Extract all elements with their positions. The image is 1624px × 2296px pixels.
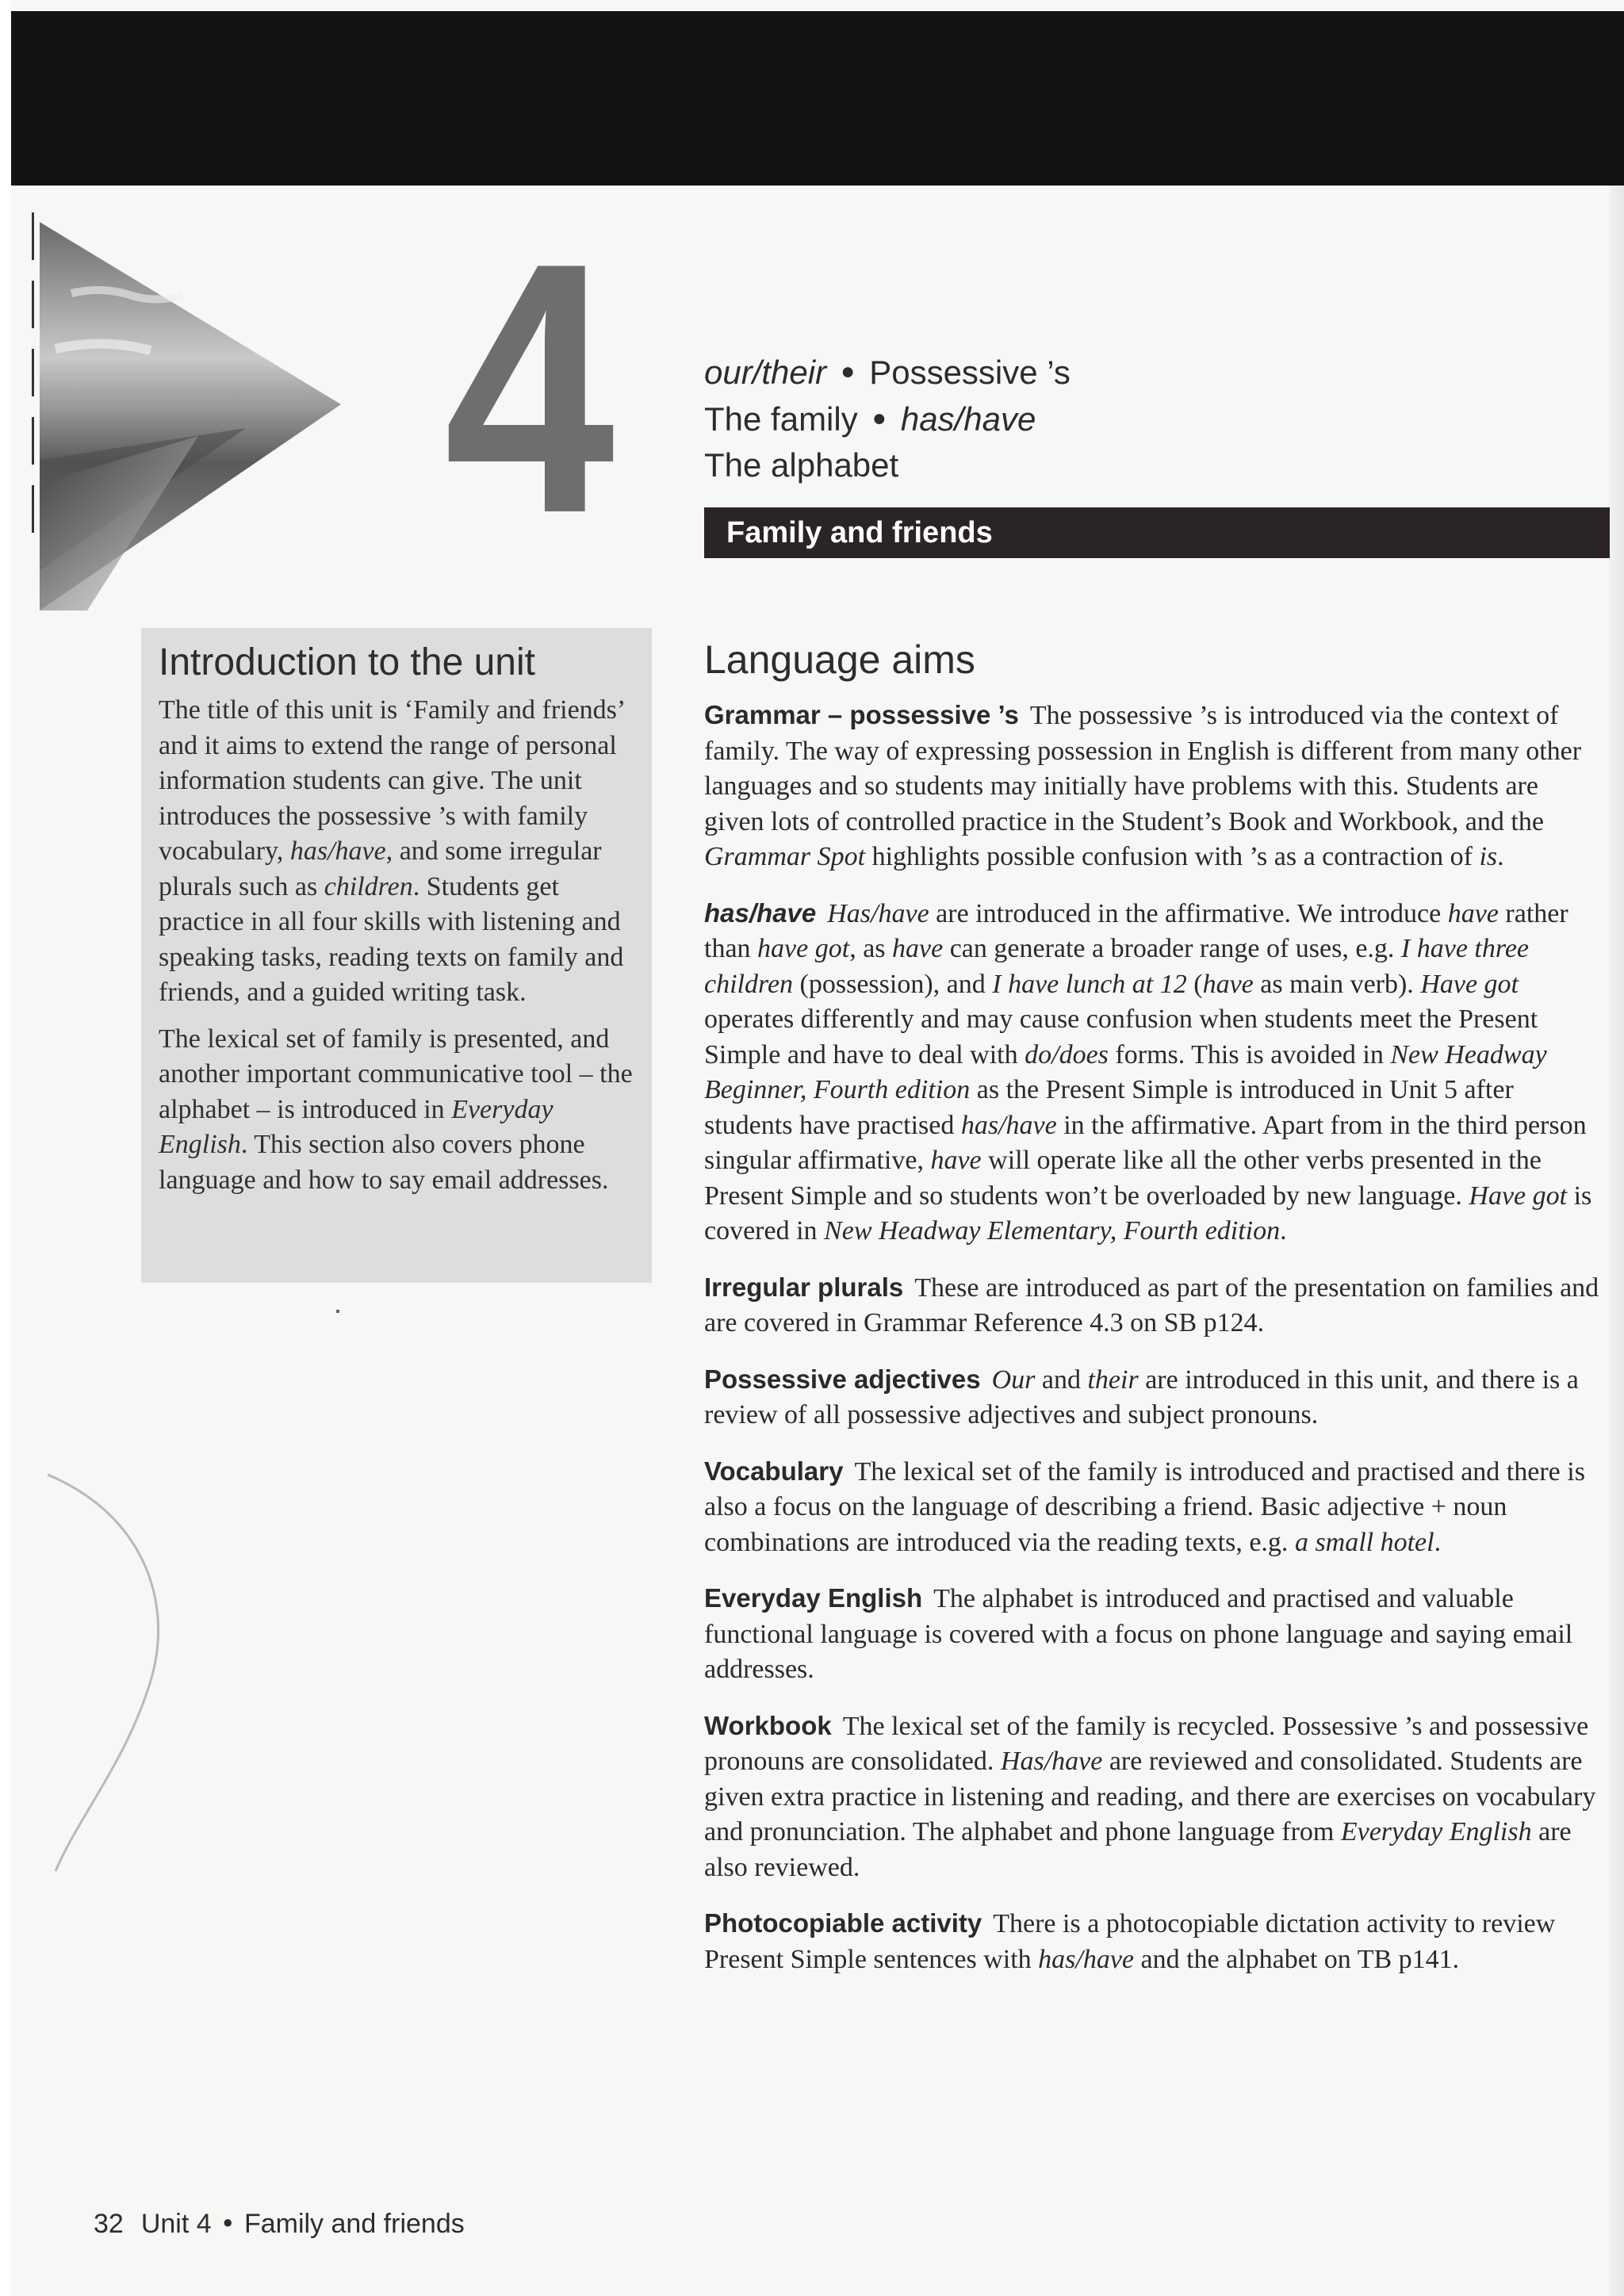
aim-text: The lexical set of the family is recycled. Possessive ’s and possessive pronouns are consolidated. <box>704 1711 1589 1776</box>
aim-text-italic: have <box>1447 898 1499 928</box>
aim-everyday-lead: Everyday English <box>704 1583 923 1613</box>
intro-text: . Students get practice in all four skills with listening and speaking tasks, reading texts on family and friends, and a guided writing task. <box>159 871 624 1007</box>
topic-our-their: our/their <box>704 354 827 391</box>
aim-text: These are introduced as part of the presentation on families and are covered in Grammar Reference 4.3 on SB p124. <box>704 1272 1599 1337</box>
aim-photocopiable-lead: Photocopiable activity <box>704 1908 982 1938</box>
aim-possessive-adjectives <box>704 1362 1600 1433</box>
intro-heading: Introduction to the unit <box>159 641 535 683</box>
aim-vocabulary-lead: Vocabulary <box>704 1456 844 1486</box>
page-edge-left <box>0 0 11 2296</box>
unit-title-band <box>704 507 1610 558</box>
paper-crease-line <box>48 1443 206 1887</box>
intro-text-italic: Everyday English <box>159 1094 553 1159</box>
aim-text: The alphabet is introduced and practised and valuable functional language is covered with a focus on phone language and saying email addresses. <box>704 1584 1573 1684</box>
intro-text-italic: has/have <box>289 836 386 866</box>
intro-paragraph-2 <box>159 1022 636 1199</box>
intro-text: The title of this unit is ‘Family and friends’ and it aims to extend the range of personal information students can give. The unit introduces the possessive ’s with family vocabulary, <box>159 695 624 866</box>
aim-text-italic: have <box>892 934 944 963</box>
aim-text: is covered in <box>704 1181 1592 1246</box>
topic-alphabet: The alphabet <box>704 446 899 484</box>
aim-workbook-lead: Workbook <box>704 1710 832 1740</box>
aim-text: The lexical set of the family is introduced and practised and there is also a focus on the language of describing a friend. Basic adjective + noun combinations are introduced via the reading texts, e.g. <box>704 1456 1585 1557</box>
intro-text: The lexical set of family is presented, and another important communicative tool – the alphabet – is introduced in <box>159 1024 633 1124</box>
aims-heading: Language aims <box>704 637 975 682</box>
aim-irregular-plurals <box>704 1270 1600 1341</box>
aim-text-italic: Have got <box>1469 1181 1568 1211</box>
aim-grammar-lead: Grammar – possessive ’s <box>704 700 1019 729</box>
gutter-marks <box>32 212 36 609</box>
unit-photo-arrow <box>40 198 381 626</box>
page-footer <box>94 2204 465 2242</box>
unit-title: Family and friends <box>726 516 993 549</box>
aim-text-italic: Has/have <box>1000 1747 1103 1776</box>
aim-text: and <box>1035 1364 1088 1395</box>
aim-text: are also reviewed. <box>704 1817 1572 1882</box>
intro-text: , and some irregular plurals such as <box>159 836 602 901</box>
aim-text-italic: has/have <box>960 1110 1057 1140</box>
aim-grammar <box>704 698 1600 875</box>
aim-text: . <box>1497 842 1504 871</box>
aim-text: as main verb). <box>1253 969 1421 999</box>
aim-text-italic: Grammar Spot <box>704 842 866 871</box>
aim-text: . <box>1280 1216 1287 1246</box>
topics-line-2 <box>704 396 1497 442</box>
aim-text-italic: have <box>930 1146 982 1175</box>
aim-text: ( <box>1186 969 1203 999</box>
aim-text: , as <box>849 934 893 963</box>
aim-text: (possession), and <box>793 969 993 999</box>
aim-text-italic: is <box>1479 842 1498 871</box>
aim-text-italic: a small hotel <box>1294 1527 1434 1557</box>
intro-panel <box>141 628 652 1283</box>
aim-text: will operate like all the other verbs presented in the Present Simple and so students won’t be overloaded by new language. <box>704 1146 1542 1211</box>
aim-text: and the alphabet on TB p141. <box>1134 1944 1460 1974</box>
aim-text-italic: New Headway Elementary, Fourth edition <box>824 1216 1281 1246</box>
aim-text-italic: do/does <box>1025 1039 1109 1070</box>
aim-text: . <box>1434 1527 1442 1557</box>
aim-has-have <box>704 896 1600 1249</box>
aim-text: are introduced in the affirmative. We introduce <box>929 898 1448 928</box>
aim-text: are reviewed and consolidated. Students are given extra practice in listening and reading, and there are exercises on vocabulary and pronunciation. The alphabet and phone language from <box>704 1747 1596 1846</box>
aim-text-italic: Have got <box>1420 969 1519 999</box>
aim-plurals-lead: Irregular plurals <box>704 1272 904 1302</box>
aim-has-have-lead: has/have <box>704 897 817 928</box>
intro-paragraph-1 <box>159 693 636 1011</box>
bullet-icon: ● <box>871 405 887 431</box>
bullet-icon: ● <box>841 358 856 385</box>
aim-text-italic: have got <box>757 934 850 963</box>
aim-text: operates differently and may cause confusion when students meet the Present Simple and have to deal with <box>704 1004 1538 1070</box>
aim-text-italic: I have three children <box>704 934 1530 999</box>
aim-text: in the affirmative. Apart from in the third person singular affirmative, <box>704 1110 1587 1175</box>
landscape-arrow-image <box>40 198 381 626</box>
aim-text: rather than <box>704 898 1568 963</box>
print-mark <box>336 1310 339 1313</box>
aim-vocabulary <box>704 1454 1600 1561</box>
intro-text: . This section also covers phone language and how to say email addresses. <box>159 1130 609 1195</box>
aim-text-italic: have <box>1202 969 1254 999</box>
unit-topics <box>704 349 1497 488</box>
topic-has-have: has/have <box>900 400 1036 438</box>
bullet-icon: ● <box>222 2212 233 2232</box>
aim-text-italic: Has/have <box>827 898 929 928</box>
aim-text-italic: Our <box>991 1364 1036 1395</box>
unit-number: 4 <box>444 189 608 587</box>
aim-text-italic: their <box>1087 1364 1139 1395</box>
aim-text: as the Present Simple is introduced in Unit 5 after students have practised <box>704 1075 1514 1140</box>
aim-text: There is a photocopiable dictation activity to review Present Simple sentences with <box>704 1909 1556 1974</box>
aim-text-italic: Everyday English <box>1340 1817 1532 1846</box>
intro-text-italic: children <box>324 871 413 901</box>
aim-text-italic: New Headway Beginner, Fourth edition <box>704 1039 1547 1104</box>
footer-unit: Unit 4 <box>140 2209 212 2239</box>
language-aims-section <box>704 631 1600 1998</box>
aim-text: highlights possible confusion with ’s as a contraction of <box>865 842 1480 871</box>
topic-family: The family <box>704 400 858 438</box>
topics-line-1 <box>704 349 1497 396</box>
aim-workbook <box>704 1709 1600 1886</box>
aim-text-italic: I have lunch at 12 <box>992 969 1187 999</box>
aim-text: can generate a broader range of uses, e.g. <box>943 934 1401 963</box>
aim-text: forms. This is avoided in <box>1108 1039 1391 1070</box>
aim-text: The possessive ’s is introduced via the context of family. The way of expressing possession in English is different from many other languages and so students may initially have problems with this. Students are given lots of controlled practice in the Student’s Book and Workbook, and the <box>704 701 1582 836</box>
aim-photocopiable <box>704 1906 1600 1977</box>
footer-title: Family and friends <box>243 2209 465 2239</box>
page-number: 32 <box>94 2209 124 2239</box>
top-dark-band <box>11 11 1624 186</box>
page-edge-right <box>1610 186 1624 2296</box>
topic-possessive: Possessive ’s <box>869 354 1071 391</box>
aim-text: are introduced in this unit, and there is a review of all possessive adjectives and subject pronouns. <box>704 1364 1579 1429</box>
aim-everyday-english <box>704 1581 1600 1688</box>
aim-text-italic: has/have <box>1038 1944 1135 1974</box>
topics-line-3 <box>704 442 1497 488</box>
aim-possessive-lead: Possessive adjectives <box>704 1364 981 1394</box>
